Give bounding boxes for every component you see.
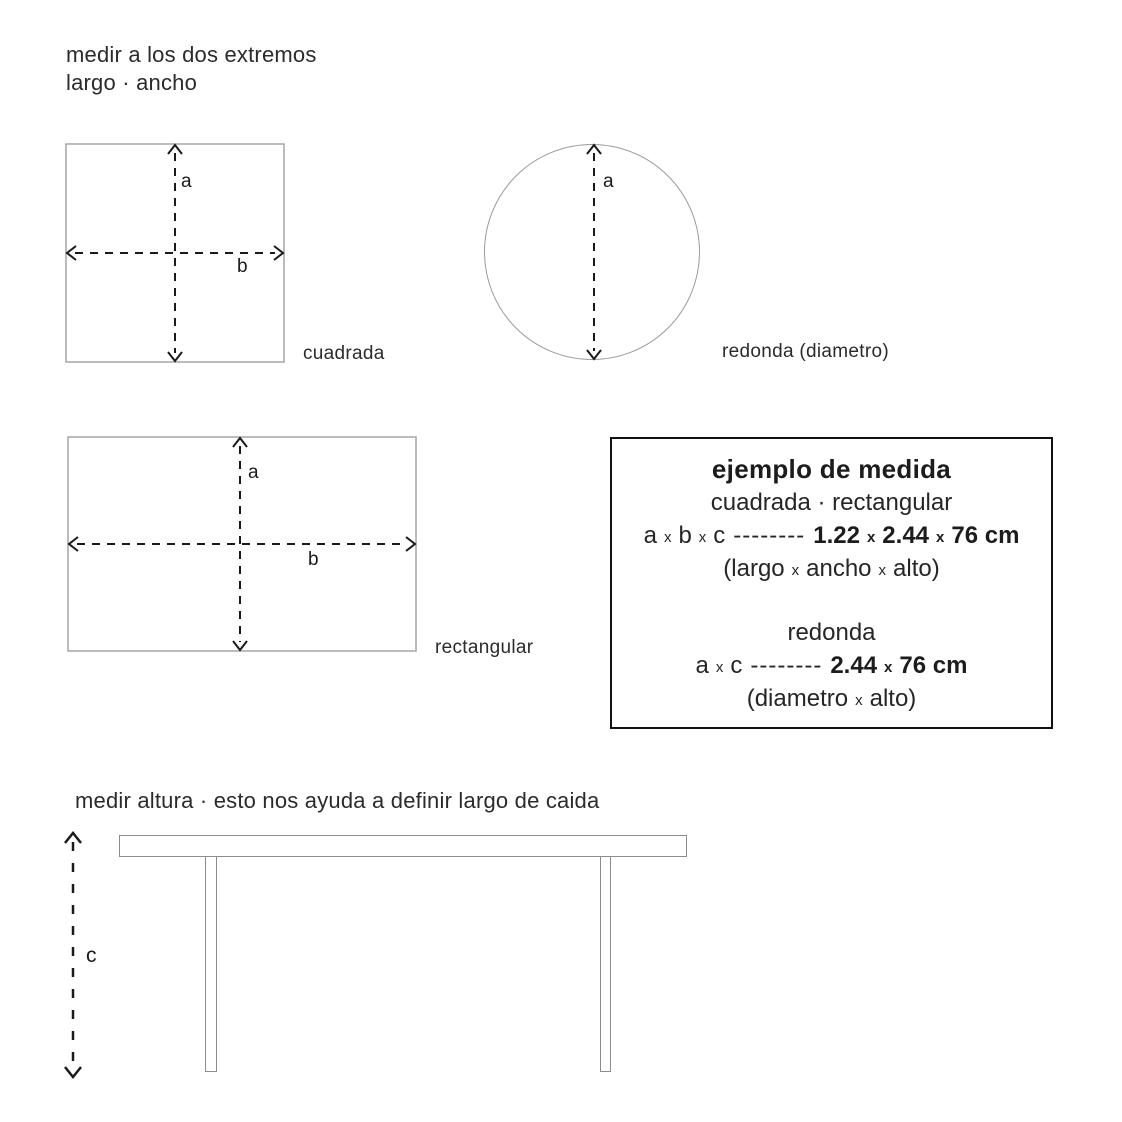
dim-label-a: a (603, 171, 614, 192)
formula-var: b (678, 522, 692, 549)
legend-part: (largo (723, 555, 785, 582)
dim-label-b: b (308, 549, 319, 570)
heading-line-1: medir a los dos extremos (66, 42, 317, 67)
height-dimension-arrow (58, 830, 88, 1080)
multiply-sign: x (715, 659, 724, 676)
formula-dashes: -------- (733, 522, 806, 549)
formula-var: a (695, 652, 709, 679)
formula-var: c (713, 522, 726, 549)
example-box-title: ejemplo de medida (711, 454, 952, 484)
round-formula (612, 649, 1051, 682)
square-rect-formula (612, 519, 1051, 552)
vertical-dimension-arrow (587, 145, 601, 359)
legend-part: alto) (893, 555, 940, 582)
square-rect-legend (612, 552, 1051, 585)
rectangle-diagram (67, 436, 417, 652)
multiply-sign: x (791, 562, 800, 579)
multiply-sign: x (884, 659, 893, 676)
formula-dashes: -------- (750, 652, 823, 679)
legend-part: ancho (806, 555, 872, 582)
spacer (612, 585, 1051, 616)
horizontal-dimension-arrow (69, 537, 415, 551)
legend-part: (diametro (746, 685, 849, 712)
dim-label-b: b (237, 256, 248, 277)
heading-line-2: largo · ancho (66, 70, 198, 95)
round-subtitle: redonda (787, 619, 876, 646)
circle-diagram (483, 143, 701, 361)
formula-value: 2.44 (830, 652, 878, 679)
square-diagram (65, 143, 285, 363)
formula-value: 76 cm (899, 652, 968, 679)
formula-value: 2.44 (882, 522, 930, 549)
rectangle-shape (67, 436, 417, 652)
formula-value: 1.22 (813, 522, 860, 549)
example-box (610, 437, 1053, 729)
square-caption: cuadrada (303, 343, 385, 364)
dim-label-a: a (248, 462, 259, 483)
measure-extremes-heading (66, 41, 317, 97)
formula-var: c (730, 652, 743, 679)
circle-shape (483, 143, 701, 361)
multiply-sign: x (698, 529, 707, 546)
dim-label-a: a (181, 171, 192, 192)
multiply-sign: x (855, 692, 863, 709)
multiply-sign: x (936, 529, 945, 546)
multiply-sign: x (866, 529, 876, 546)
formula-value: 76 cm (951, 522, 1020, 549)
square-shape (65, 143, 285, 363)
round-legend (612, 682, 1051, 715)
square-rect-subtitle: cuadrada · rectangular (710, 489, 953, 516)
multiply-sign: x (663, 529, 672, 546)
table-leg-right (600, 856, 611, 1072)
dim-label-c: c (86, 944, 97, 967)
tabletop (119, 835, 687, 857)
legend-part: alto) (869, 685, 917, 712)
multiply-sign: x (878, 562, 887, 579)
table-leg-left (205, 856, 217, 1072)
formula-var: a (643, 522, 657, 549)
circle-caption: redonda (diametro) (722, 341, 889, 362)
measure-height-heading: medir altura · esto nos ayuda a definir largo de caida (75, 788, 600, 813)
rectangle-caption: rectangular (435, 637, 534, 658)
